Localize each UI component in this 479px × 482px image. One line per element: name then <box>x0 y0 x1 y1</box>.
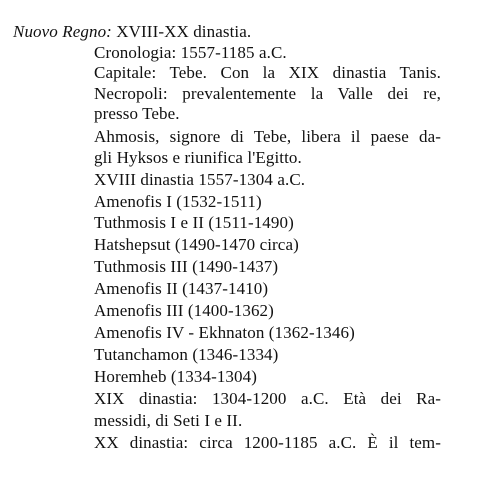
ruler-line: Amenofis II (1437-1410) <box>94 279 269 298</box>
capital-line: Capitale: Tebe. Con la XIX dinastia Tanis. <box>94 63 441 82</box>
ahmosis-line-cont: gli Hyksos e riunifica l'Egitto. <box>94 148 302 167</box>
section-heading <box>13 22 251 42</box>
heading-label: Nuovo Regno: <box>13 22 112 41</box>
dynasty-19-line: XIX dinastia: 1304-1200 a.C. Età dei Ra- <box>94 389 441 408</box>
ruler-line: Hatshepsut (1490-1470 circa) <box>94 235 299 254</box>
ruler-line: Amenofis IV - Ekhnaton (1362-1346) <box>94 323 355 342</box>
dynasty-19-line-cont: messidi, di Seti I e II. <box>94 411 243 430</box>
dynasty-18-line: XVIII dinastia 1557-1304 a.C. <box>94 170 306 189</box>
necropolis-line-cont: presso Tebe. <box>94 104 180 123</box>
heading-text: XVIII-XX dinastia. <box>111 22 252 41</box>
ruler-line: Amenofis III (1400-1362) <box>94 301 274 320</box>
ruler-line: Tuthmosis I e II (1511-1490) <box>94 213 294 232</box>
ahmosis-line: Ahmosis, signore di Tebe, libera il paese da- <box>94 127 441 146</box>
ruler-line: Tutanchamon (1346-1334) <box>94 345 279 364</box>
ruler-line: Tuthmosis III (1490-1437) <box>94 257 279 276</box>
ruler-line: Horemheb (1334-1304) <box>94 367 257 386</box>
necropolis-line: Necropoli: prevalentemente la Valle dei re, <box>94 84 441 103</box>
chronology-line: Cronologia: 1557-1185 a.C. <box>94 43 287 62</box>
dynasty-20-line: XX dinastia: circa 1200-1185 a.C. È il tem- <box>94 433 441 452</box>
ruler-line: Amenofis I (1532-1511) <box>94 192 262 211</box>
